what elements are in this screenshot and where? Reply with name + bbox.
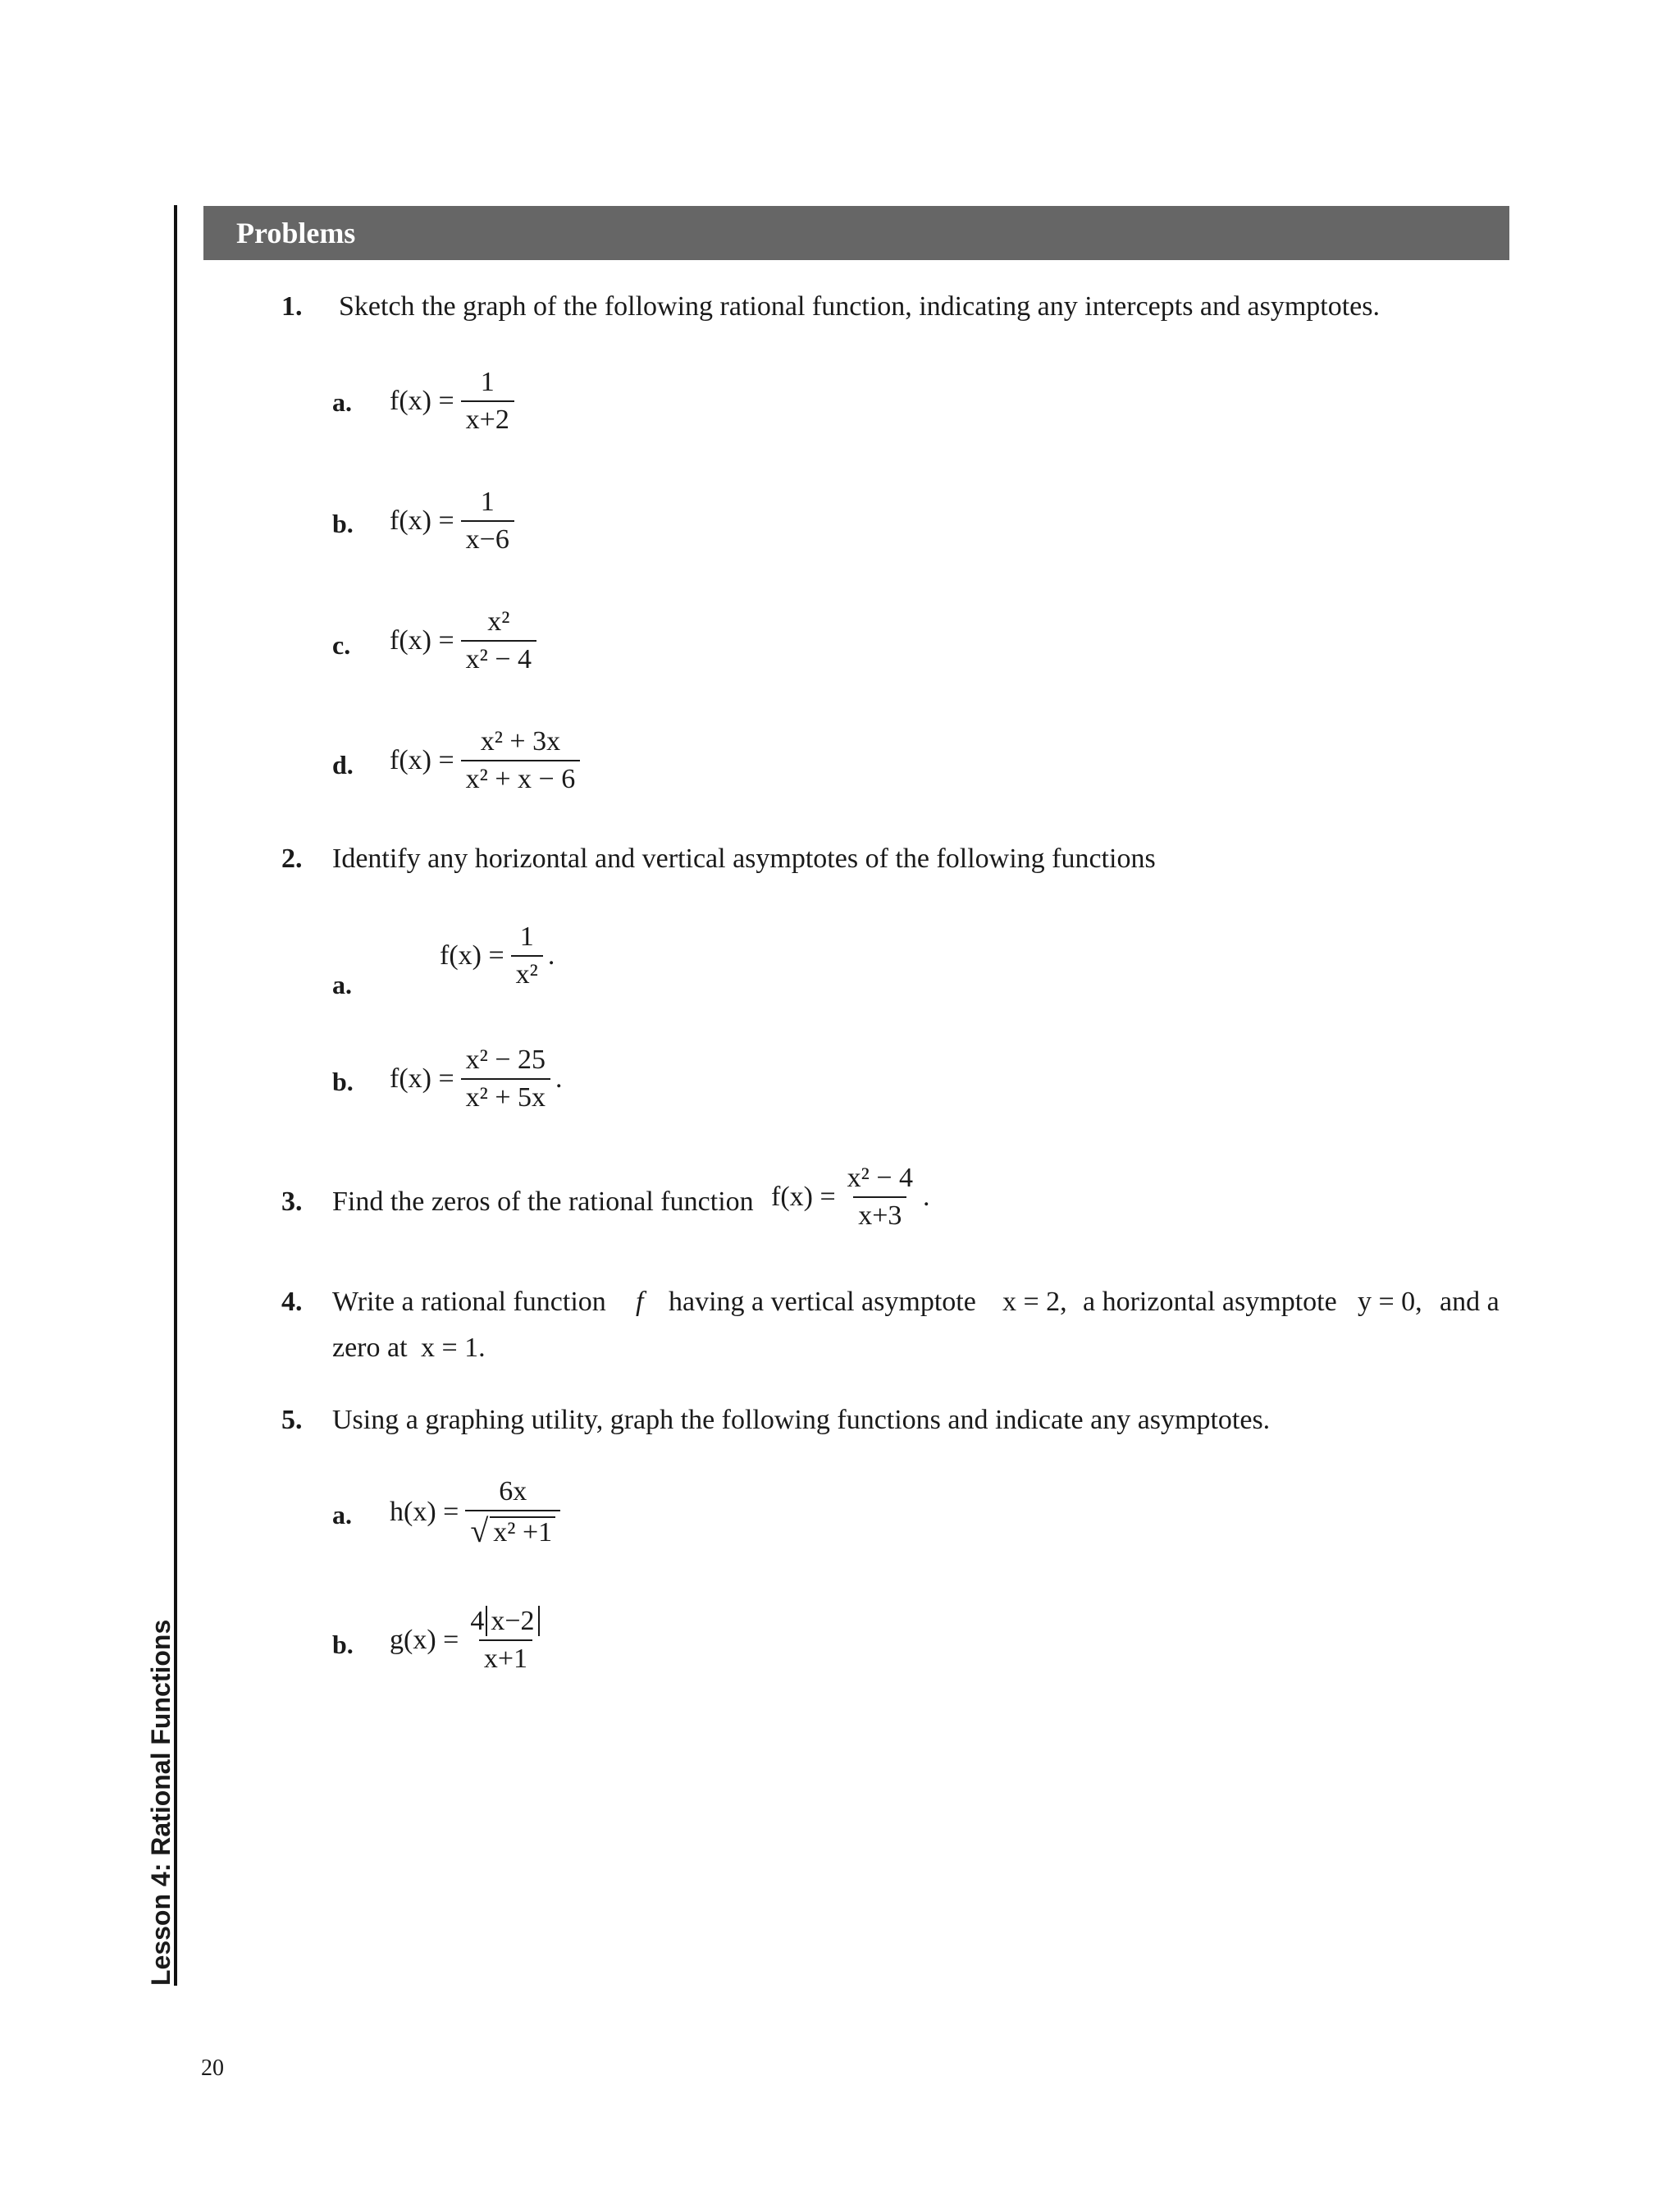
lesson-label: Lesson 4: Rational Functions (146, 1619, 176, 1986)
problem-3-text: Find the zeros of the rational function (332, 1186, 754, 1217)
problem-3-fraction (842, 1164, 918, 1230)
problem-2a-denominator: x² (511, 955, 543, 990)
problem-1d-lhs: f(x) = (390, 744, 454, 775)
problem-2b-period: . (555, 1063, 563, 1094)
problem-3-equation (771, 1164, 930, 1230)
radical-icon: √ (470, 1511, 489, 1549)
problem-1a-lhs: f(x) = (390, 385, 454, 416)
problem-1c-denominator: x² − 4 (461, 640, 536, 674)
problem-2a-fraction (511, 922, 543, 989)
problem-5a-numerator: 6x (499, 1476, 527, 1506)
problem-5a-lhs: h(x) = (390, 1497, 459, 1528)
problem-5b-lhs: g(x) = (390, 1624, 459, 1655)
problem-3-period: . (923, 1181, 930, 1212)
problem-1a-denominator: x+2 (461, 400, 514, 435)
problem-5-number: 5. (281, 1405, 303, 1435)
problem-1c-numerator: x² (487, 606, 510, 637)
problem-4-text-3: a horizontal asymptote (1083, 1287, 1337, 1317)
problem-1-text: Sketch the graph of the following rational function, indicating any intercepts and asymptotes. (339, 291, 1381, 322)
problem-1b-denominator: x−6 (461, 520, 514, 555)
problem-4-f: f (636, 1287, 644, 1317)
problem-2b-lhs: f(x) = (390, 1063, 454, 1094)
problem-2b-denominator: x² + 5x (461, 1078, 550, 1113)
problem-3-lhs: f(x) = (771, 1181, 836, 1212)
section-header (203, 206, 1509, 260)
problem-4-text-4: and a (1440, 1287, 1500, 1317)
problem-1b-fraction (461, 487, 514, 554)
problem-1b-label: b. (332, 509, 354, 538)
problem-1d-denominator: x² + x − 6 (461, 760, 581, 794)
problem-1a-numerator: 1 (480, 367, 495, 397)
problem-5a-fraction (465, 1477, 560, 1548)
section-title: Problems (236, 217, 356, 249)
problem-2a-period: . (547, 940, 555, 971)
problem-5a-label: a. (332, 1500, 352, 1529)
problem-2b-numerator: x² − 25 (465, 1045, 546, 1075)
problem-2b-fraction (461, 1045, 550, 1112)
problem-1b-equation (390, 487, 514, 554)
problem-2-text: Identify any horizontal and vertical asymptotes of the following functions (332, 844, 1156, 874)
problem-2a-equation (440, 922, 555, 989)
problem-2b-equation (390, 1045, 563, 1112)
problem-1b-lhs: f(x) = (390, 505, 454, 536)
problem-4-zero: x = 1. (421, 1333, 486, 1363)
problem-2a-lhs: f(x) = (440, 940, 504, 971)
problem-5b-equation (390, 1607, 546, 1673)
problem-4-text-2: having a vertical asymptote (669, 1287, 976, 1317)
problem-5b-coefficient: 4 (470, 1606, 485, 1636)
problem-1d-equation (390, 727, 580, 793)
problem-1d-label: d. (332, 750, 354, 780)
problem-1a-equation (390, 368, 514, 434)
problem-1c-equation (390, 607, 536, 674)
problem-5b-numerator (465, 1607, 546, 1639)
problem-4-text-5: zero at (332, 1333, 408, 1363)
problem-2a-label: a. (332, 970, 352, 999)
problem-5b-denominator: x+1 (479, 1639, 532, 1674)
problem-1c-fraction (461, 607, 536, 674)
problem-1a-fraction (461, 368, 514, 434)
problem-3-numerator: x² − 4 (847, 1163, 914, 1193)
problem-4-number: 4. (281, 1287, 303, 1317)
problem-5a-sqrt (470, 1511, 555, 1549)
problem-3-denominator: x+3 (853, 1196, 906, 1231)
problem-2-number: 2. (281, 844, 303, 874)
problem-5-text: Using a graphing utility, graph the following functions and indicate any asymptotes. (332, 1405, 1271, 1435)
problem-5a-denominator (465, 1510, 560, 1548)
problem-2b-label: b. (332, 1067, 354, 1096)
problem-1b-numerator: 1 (480, 487, 495, 517)
problem-1-number: 1. (281, 291, 303, 322)
problem-5b-fraction (465, 1607, 546, 1673)
problem-1c-lhs: f(x) = (390, 624, 454, 656)
problem-5a-equation (390, 1477, 560, 1548)
problem-4-va: x = 2, (1002, 1287, 1067, 1317)
problem-4-ha: y = 0, (1358, 1287, 1422, 1317)
problem-2a-numerator: 1 (519, 921, 534, 952)
problem-4-text-1: Write a rational function (332, 1287, 606, 1317)
problem-1c-label: c. (332, 630, 351, 660)
problem-1a-label: a. (332, 387, 352, 417)
problem-1d-numerator: x² + 3x (480, 726, 561, 757)
problem-1d-fraction (461, 727, 581, 793)
page-number: 20 (201, 2055, 224, 2081)
problem-5a-radicand: x² +1 (490, 1516, 555, 1548)
problem-5b-abs: x−2 (486, 1606, 539, 1636)
problem-3-number: 3. (281, 1186, 303, 1217)
problem-5b-label: b. (332, 1630, 354, 1659)
